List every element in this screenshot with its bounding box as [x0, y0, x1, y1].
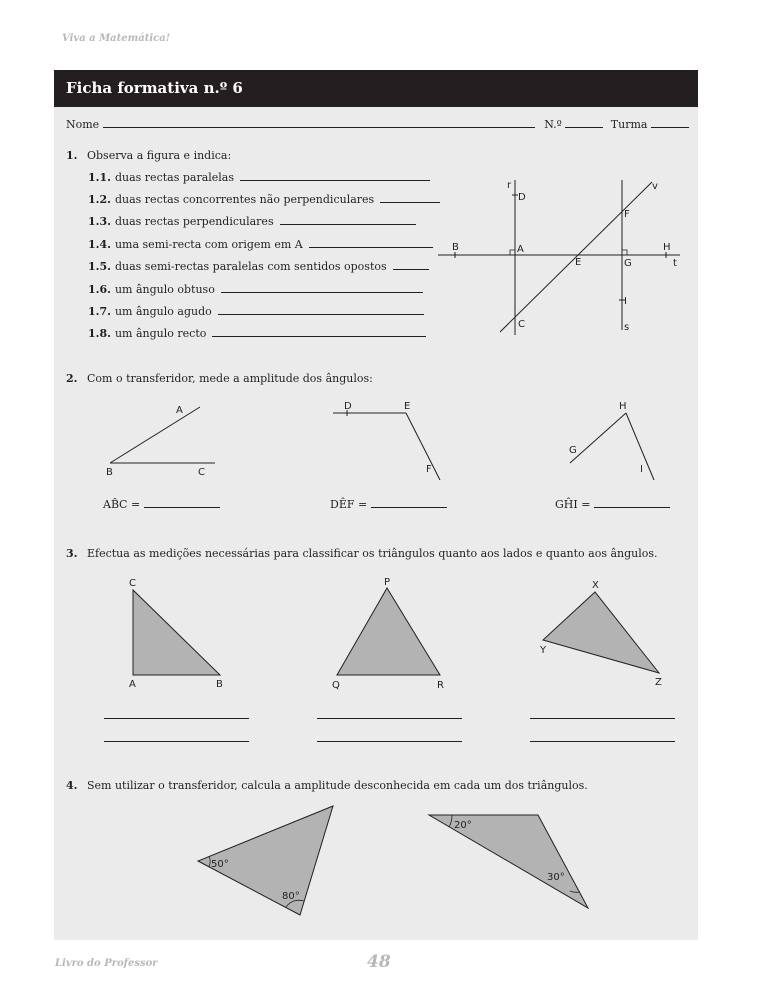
q3-answer-3b[interactable]: [530, 741, 675, 742]
student-info-line: [66, 118, 689, 131]
label-v: v: [652, 181, 658, 192]
q3-answer-2b[interactable]: [317, 741, 462, 742]
label-q3-R: R: [437, 680, 444, 691]
q2-text: Com o transferidor, mede a amplitude dos ângulos:: [86, 372, 373, 385]
label-s: s: [624, 322, 630, 333]
label-I: I: [624, 296, 627, 307]
answer-def: [330, 498, 447, 511]
angle-80: 80°: [282, 891, 300, 902]
angle-20: 20°: [454, 820, 472, 831]
q1-prompt: [66, 149, 231, 162]
q1-item: [88, 215, 416, 228]
label-q2-H: H: [619, 401, 627, 412]
label-q3-A: A: [129, 679, 136, 690]
ray-HG: [570, 413, 626, 463]
q1-item-number: 1.8.: [88, 327, 111, 340]
q1-item-answer-field[interactable]: [221, 291, 423, 293]
right-angle-G: [622, 250, 627, 255]
book-title: Viva a Matemática!: [62, 33, 171, 44]
label-q3-Q: Q: [332, 680, 340, 691]
right-angle-A: [510, 250, 515, 255]
q1-text: Observa a figura e indica:: [86, 149, 232, 162]
q1-item-text: um ângulo recto: [114, 327, 207, 340]
q1-item-answer-field[interactable]: [240, 179, 430, 181]
label-G: G: [624, 258, 632, 269]
q3-text: Efectua as medições necessárias para classificar os triângulos quanto aos lados e quanto aos ângulos.: [86, 547, 658, 560]
q4-text: Sem utilizar o transferidor, calcula a amplitude desconhecida em cada um dos triângulos.: [86, 779, 588, 792]
worksheet-title: Ficha formativa n.º 6: [66, 79, 243, 97]
angle-50: 50°: [211, 859, 229, 870]
q1-item: [88, 327, 426, 340]
number-label: N.º: [544, 118, 562, 131]
q1-item: [88, 260, 429, 273]
q1-item-answer-field[interactable]: [280, 223, 416, 225]
q1-item-number: 1.2.: [88, 193, 111, 206]
q2-number: 2.: [66, 372, 78, 385]
answer-def-label: DÊF =: [330, 498, 368, 511]
q1-item-text: um ângulo agudo: [114, 305, 212, 318]
triangle-q4-2: [429, 815, 588, 908]
number-field[interactable]: [565, 126, 603, 128]
answer-ghi: [555, 498, 670, 511]
label-D: D: [518, 192, 526, 203]
q3-answer-2a[interactable]: [317, 718, 462, 719]
q1-item-text: duas rectas paralelas: [114, 171, 235, 184]
q1-item: [88, 193, 440, 206]
q1-item-answer-field[interactable]: [393, 268, 429, 270]
q3-number: 3.: [66, 547, 78, 560]
label-q3-X: X: [592, 580, 599, 591]
q1-item-number: 1.1.: [88, 171, 111, 184]
q1-item: [88, 283, 423, 296]
footer-book: Livro do Professor: [55, 958, 158, 969]
q1-item-text: uma semi-recta com origem em A: [114, 238, 303, 251]
label-q2-C: C: [198, 467, 205, 478]
q1-item-number: 1.4.: [88, 238, 111, 251]
q3-prompt: [66, 547, 658, 560]
label-q3-B: B: [216, 679, 223, 690]
label-q2-A: A: [176, 405, 183, 416]
answer-abc-label: AB̂C =: [103, 498, 141, 511]
label-q3-Z: Z: [655, 677, 662, 688]
q4-figure: [190, 800, 610, 920]
angle-30: 30°: [547, 872, 565, 883]
q3-answer-1a[interactable]: [104, 718, 249, 719]
q1-item-answer-field[interactable]: [212, 335, 426, 337]
q1-item-number: 1.6.: [88, 283, 111, 296]
label-A: A: [517, 244, 524, 255]
label-t: t: [673, 258, 677, 269]
answer-ghi-label: GĤI =: [555, 498, 591, 511]
q1-item-answer-field[interactable]: [309, 246, 433, 248]
label-q2-I: I: [640, 464, 643, 475]
ray-EF: [406, 413, 440, 480]
q1-item-text: um ângulo obtuso: [114, 283, 215, 296]
q1-number: 1.: [66, 149, 78, 162]
label-q3-C: C: [129, 578, 136, 589]
ray-BA: [110, 407, 200, 463]
q1-item: [88, 171, 430, 184]
q1-item-number: 1.5.: [88, 260, 111, 273]
triangle-ABC: [133, 590, 220, 675]
page-number: 48: [367, 952, 391, 972]
label-q3-Y: Y: [540, 645, 547, 656]
q4-number: 4.: [66, 779, 78, 792]
answer-def-field[interactable]: [371, 506, 447, 508]
answer-abc: [103, 498, 220, 511]
q1-item-text: duas rectas concorrentes não perpendiculares: [114, 193, 375, 206]
name-field[interactable]: [103, 126, 535, 128]
label-H: H: [663, 242, 671, 253]
label-E: E: [575, 257, 582, 268]
label-C: C: [518, 319, 525, 330]
label-q3-P: P: [384, 577, 391, 588]
answer-ghi-field[interactable]: [594, 506, 670, 508]
label-q2-B: B: [106, 467, 113, 478]
q1-item-answer-field[interactable]: [218, 313, 424, 315]
label-B: B: [452, 242, 459, 253]
triangle-XYZ: [543, 592, 659, 673]
q3-figure: [60, 572, 700, 694]
q2-prompt: [66, 372, 373, 385]
q1-figure: [430, 170, 690, 340]
q2-figure: [60, 395, 700, 490]
q1-item-number: 1.3.: [88, 215, 111, 228]
label-r: r: [507, 180, 512, 191]
q4-prompt: [66, 779, 588, 792]
label-q2-F: F: [426, 464, 432, 475]
label-F: F: [624, 209, 630, 220]
q1-item-text: duas rectas perpendiculares: [114, 215, 274, 228]
class-field[interactable]: [651, 126, 689, 128]
q1-item: [88, 305, 424, 318]
q1-item-text: duas semi-rectas paralelas com sentidos opostos: [114, 260, 387, 273]
label-q2-E: E: [404, 401, 411, 412]
name-label: Nome: [66, 118, 100, 131]
q1-item: [88, 238, 433, 251]
q1-item-number: 1.7.: [88, 305, 111, 318]
label-q2-G: G: [569, 445, 577, 456]
q3-answer-3a[interactable]: [530, 718, 675, 719]
triangle-PQR: [337, 588, 440, 675]
answer-abc-field[interactable]: [144, 506, 220, 508]
class-label: Turma: [610, 118, 648, 131]
label-q2-D: D: [344, 401, 352, 412]
q3-answer-1b[interactable]: [104, 741, 249, 742]
